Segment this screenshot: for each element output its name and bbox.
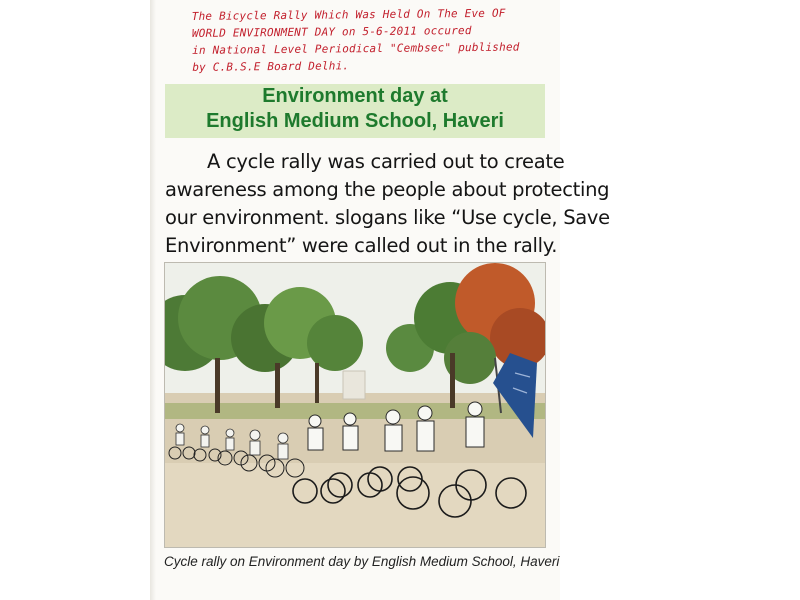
note-line-1: The Bicycle Rally Which Was Held On The Eve OF	[191, 6, 506, 23]
body-line-1: A cycle rally was carried out to create	[207, 150, 565, 173]
note-line-4: by C.B.S.E Board Delhi.	[192, 59, 350, 74]
title-line-1: Environment day at	[262, 85, 448, 107]
body-line-4: Environment” were called out in the rally.	[165, 234, 558, 257]
article-title	[165, 84, 545, 134]
body-line-3: our environment. slogans like “Use cycle, Save	[165, 206, 610, 229]
note-line-2: WORLD ENVIRONMENT DAY on 5-6-2011 occured	[191, 24, 472, 40]
handwritten-note	[192, 4, 563, 76]
article-body	[165, 148, 610, 260]
photo-caption: Cycle rally on Environment day by English Medium School, Haveri	[164, 554, 560, 569]
body-line-2: awareness among the people about protecting	[165, 178, 610, 201]
page-edge-shadow	[150, 0, 156, 600]
note-line-3: in National Level Periodical "Cembsec" published	[192, 40, 520, 57]
cycle-rally-photo	[164, 262, 546, 548]
title-line-2: English Medium School, Haveri	[206, 110, 504, 132]
